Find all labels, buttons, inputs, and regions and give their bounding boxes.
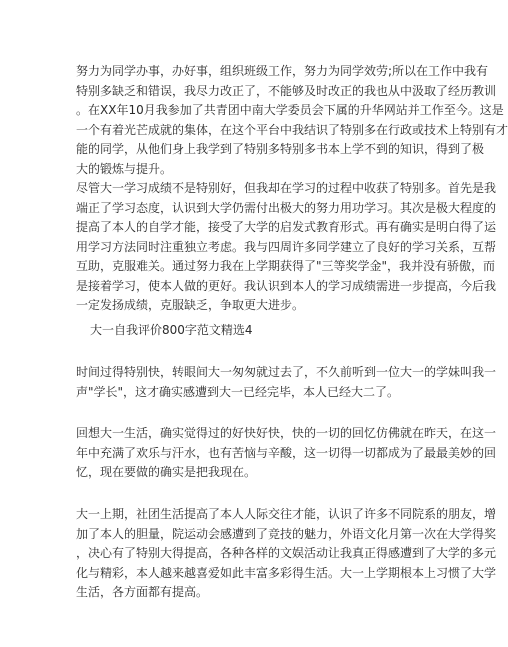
text-line: 生活，各方面都有提高。 [76, 585, 209, 599]
paragraph-1 [76, 62, 508, 179]
paragraph-2 [76, 179, 497, 316]
text-line: 是接着学习，使本人做的更好。我认识到本人的学习成绩需进一步提高，今后我 [76, 278, 497, 293]
text-line: 声"学长"，这才确实感遭到大一已经完毕，本人已经大二了。 [76, 384, 400, 399]
paragraph-4 [76, 424, 497, 483]
text-line: 回想大一生活，确实觉得过的好快好快，快的一切的回忆仿佛就在昨天，在这一 [76, 426, 497, 440]
text-line: 一定发扬成绩，克服缺乏，争取更大进步。 [76, 298, 305, 312]
text-line: 大的锻炼与提升。 [76, 161, 173, 176]
text-line: 。在XX年10月我参加了共青团中南大学委员会下属的升华网站并工作至今。这是 [76, 103, 504, 117]
text-line: 提高了本人的自学才能，接受了大学的启发式教育形式。再有确实是明白得了运 [76, 220, 497, 234]
text-line: 尽管大一学习成绩不是特别好，但我却在学习的过程中收获了特别多。首先是我 [76, 181, 497, 195]
text-line: 忆，现在要做的确实是把我现在。 [76, 465, 257, 479]
text-line: 互助，克服难关。通过努力我在上学期获得了"三等奖学金"，我并没有骄傲，而 [76, 259, 496, 273]
text-line: 年中充满了欢乐与汗水，也有苦恼与辛酸，这一切得一切都成为了最最美妙的回 [76, 445, 497, 460]
text-line: ，决心有了特别大得提高，各种各样的文娱活动让我真正得感遭到了大学的多元 [76, 546, 497, 560]
text-line: 能的同学，从他们身上我学到了特别多特别多书本上学不到的知识，得到了极 [76, 142, 485, 156]
text-line: 端正了学习态度，认识到大学仍需付出极大的努力用功学习。其次是极大程度的 [76, 200, 497, 215]
text-line: 化与精彩，本人越来越喜爱如此丰富多彩得生活。大一上学期根本上习惯了大学 [76, 565, 497, 580]
paragraph-3 [76, 363, 497, 402]
section-heading: 大一自我评价800字范文精选4 [90, 323, 253, 337]
paragraph-5 [76, 505, 497, 603]
text-line: 特别多缺乏和错误，我尽力改正了，不能够及时改正的我也从中汲取了经历教训 [76, 83, 497, 98]
text-line: 加了本人的胆量，院运动会感遭到了竞技的魅力，外语文化月第一次在大学得奖 [76, 526, 497, 541]
text-line: 大一上期，社团生活提高了本人人际交往才能，认识了许多不同院系的朋友，增 [76, 507, 497, 521]
text-line: 用学习方法同时注重独立考虑。我与四周许多同学建立了良好的学习关系，互帮 [76, 239, 497, 254]
text-line: 努力为同学办事，办好事，组织班级工作，努力为同学效劳;所以在工作中我有 [76, 64, 489, 78]
text-line: 时间过得特别快，转眼间大一匆匆就过去了，不久前听到一位大一的学妹叫我一 [76, 365, 497, 379]
text-line: 一个有着光芒成就的集体，在这个平台中我结识了特别多在行政或技术上特别有才 [76, 122, 508, 137]
